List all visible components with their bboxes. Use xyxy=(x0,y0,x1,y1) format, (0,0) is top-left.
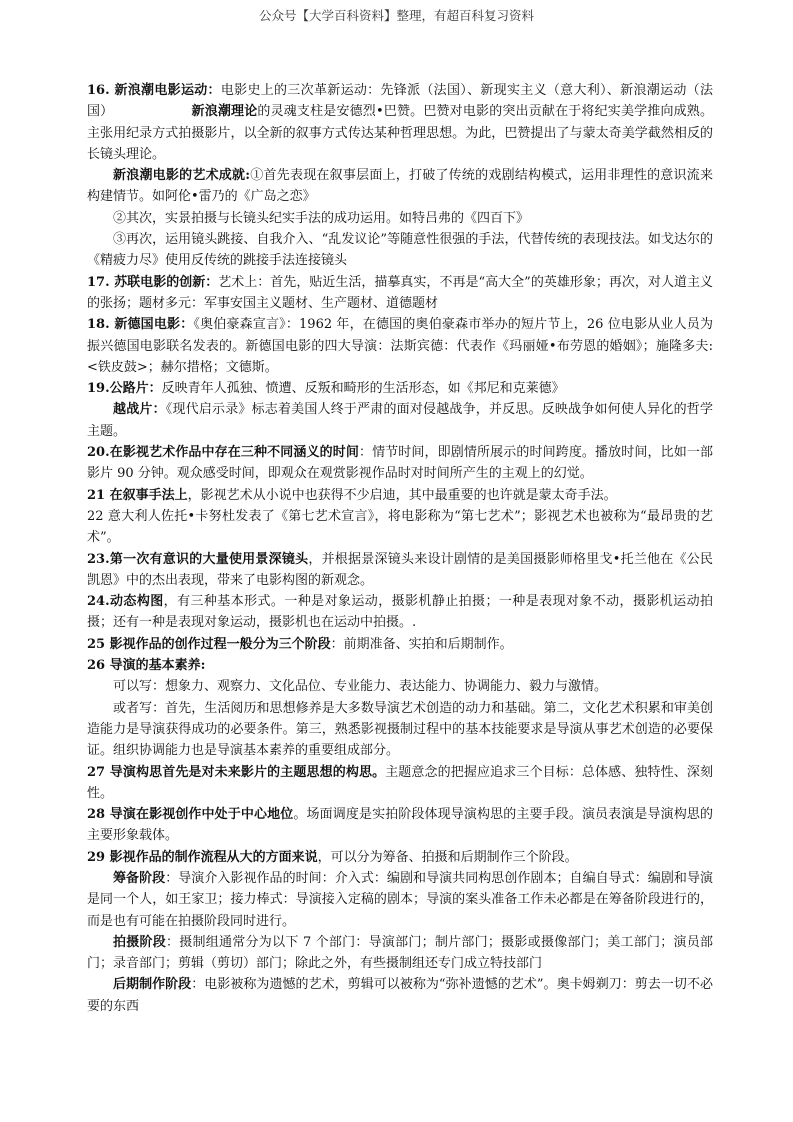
item-17: 17. 苏联电影的创新：艺术上：首先，贴近生活，描摹真实，不再是“高大全”的英雄形象；再次，对人道主义的张扬；题材多元：军事安国主义题材、生产题材、道德题材 xyxy=(87,274,713,311)
item-22: 22 意大利人佐托•卡努杜发表了《第七艺术宣言》，将电影称为“第七艺术”；影视艺术也被称为“最昂贵的艺术”。 xyxy=(87,508,713,546)
item-20: 20.在影视艺术作品中存在三种不同涵义的时间：情节时间，即剧情所展示的时间跨度。播放时间，比如一部影片 90 分钟。观众感受时间，即观众在观赏影视作品时对时间所产生的主观上的幻觉。 xyxy=(87,445,713,482)
item-28: 28 导演在影视创作中处于中心地位。场面调度是实拍阶段体现导演构思的主要手段。演员表演是导演构思的主要形象载体。 xyxy=(87,807,713,844)
page-header: 公众号【大学百科资料】整理，有超百科复习资料 xyxy=(258,8,534,23)
item-16-art-2: ②其次，实景拍摄与长镜头纪实手法的成功运用。如特吕弗的《四百下》 xyxy=(113,210,530,226)
document-body xyxy=(87,80,713,1017)
item-16: 16. 新浪潮电影运动：电影史上的三次革新运动：先锋派（法国）、新现实主义（意大利）、新浪潮运动（法国） 新浪潮理论的灵魂支柱是安德烈•巴赞。巴赞对电影的突出贡献在于将纪实美学推向成熟。主张用纪录方式拍摄影片，以全新的叙事方式传达某种哲理思想。为此，巴赞提出了与蒙太奇美学截然相反的长镜头理论。 xyxy=(87,83,713,162)
item-21: 21 在叙事手法上，影视艺术从小说中也获得不少启迪，其中最重要的也许就是蒙太奇手法。 xyxy=(87,487,617,503)
item-16-art-3: ③再次，运用镜头跳接、自我介入、“乱发议论”等随意性很强的手法，代替传统的表现技法。如戈达尔的《精疲力尽》使用反传统的跳接手法连接镜头 xyxy=(87,232,713,269)
item-26b: 或者写：首先，生活阅历和思想修养是大多数导演艺术创造的动力和基础。第二，文化艺术积累和审美创造能力是导演获得成功的必要条件。第三，熟悉影视摄制过程中的基本技能要求是导演从事艺术创造的必要保证。组织协调能力也是导演基本素养的重要组成部分。 xyxy=(87,700,713,759)
item-26: 26 导演的基本素养: xyxy=(87,658,206,674)
item-29a: 筹备阶段：导演介入影视作品的时间：介入式：编剧和导演共同构思创作剧本；自编自导式：编剧和导演是同一个人，如王家卫；接力棒式：导演接入定稿的剧本；导演的案头准备工作未必都是在筹备阶段进行的，而是也有可能在拍摄阶段同时进行。 xyxy=(87,870,713,929)
item-19b: 越战片：《现代启示录》标志着美国人终于严肃的面对侵越战争，并反思。反映战争如何使人异化的哲学主题。 xyxy=(87,402,713,439)
item-27: 27 导演构思首先是对未来影片的主题思想的构思。主题意念的把握应追求三个目标：总体感、独特性、深刻性。 xyxy=(87,764,713,801)
item-23: 23.第一次有意识的大量使用景深镜头，并根据景深镜头来设计剧情的是美国摄影师格里戈•托兰他在《公民凯恩》中的杰出表现，带来了电影构图的新观念。 xyxy=(87,551,713,588)
item-24: 24.动态构图，有三种基本形式。一种是对象运动，摄影机静止拍摄；一种是表现对象不动，摄影机运动拍摄；还有一种是表现对象运动，摄影机也在运动中拍摄。. xyxy=(87,594,713,631)
item-19: 19.公路片：反映青年人孤独、愤遭、反叛和畸形的生活形态，如《邦尼和克莱德》 xyxy=(87,381,565,397)
item-16-art: 新浪潮电影的艺术成就:①首先表现在叙事层面上，打破了传统的戏剧结构模式，运用非理性的意识流来构建情节。如阿伦•雷乃的《广岛之恋》 xyxy=(87,168,713,205)
item-18: 18. 新德国电影：《奥伯豪森宣言》：1962 年，在德国的奥伯豪森市举办的短片节上，26 位电影从业人员为振兴德国电影联名发表的。新德国电影的四大导演：法斯宾德：代表作《玛丽娅•布劳恩的婚姻》；施隆多夫:<铁皮鼓>；赫尔措格；文德斯。 xyxy=(87,317,713,375)
item-29: 29 影视作品的制作流程从大的方面来说，可以分为筹备、拍摄和后期制作三个阶段。 xyxy=(87,849,578,865)
item-29b: 拍摄阶段：摄制组通常分为以下 7 个部门：导演部门；制片部门；摄影或摄像部门；美工部门；演员部门；录音部门；剪辑（剪切）部门；除此之外，有些摄制组还专门成立特技部门 xyxy=(87,934,713,972)
item-29c: 后期制作阶段：电影被称为遗憾的艺术，剪辑可以被称为“弥补遗憾的艺术”。奥卡姆剃刀：剪去一切不必要的东西 xyxy=(87,977,713,1014)
item-26a: 可以写：想象力、观察力、文化品位、专业能力、表达能力、协调能力、毅力与激情。 xyxy=(113,679,608,695)
item-25: 25 影视作品的创作过程一般分为三个阶段：前期准备、实拍和后期制作。 xyxy=(87,636,513,652)
